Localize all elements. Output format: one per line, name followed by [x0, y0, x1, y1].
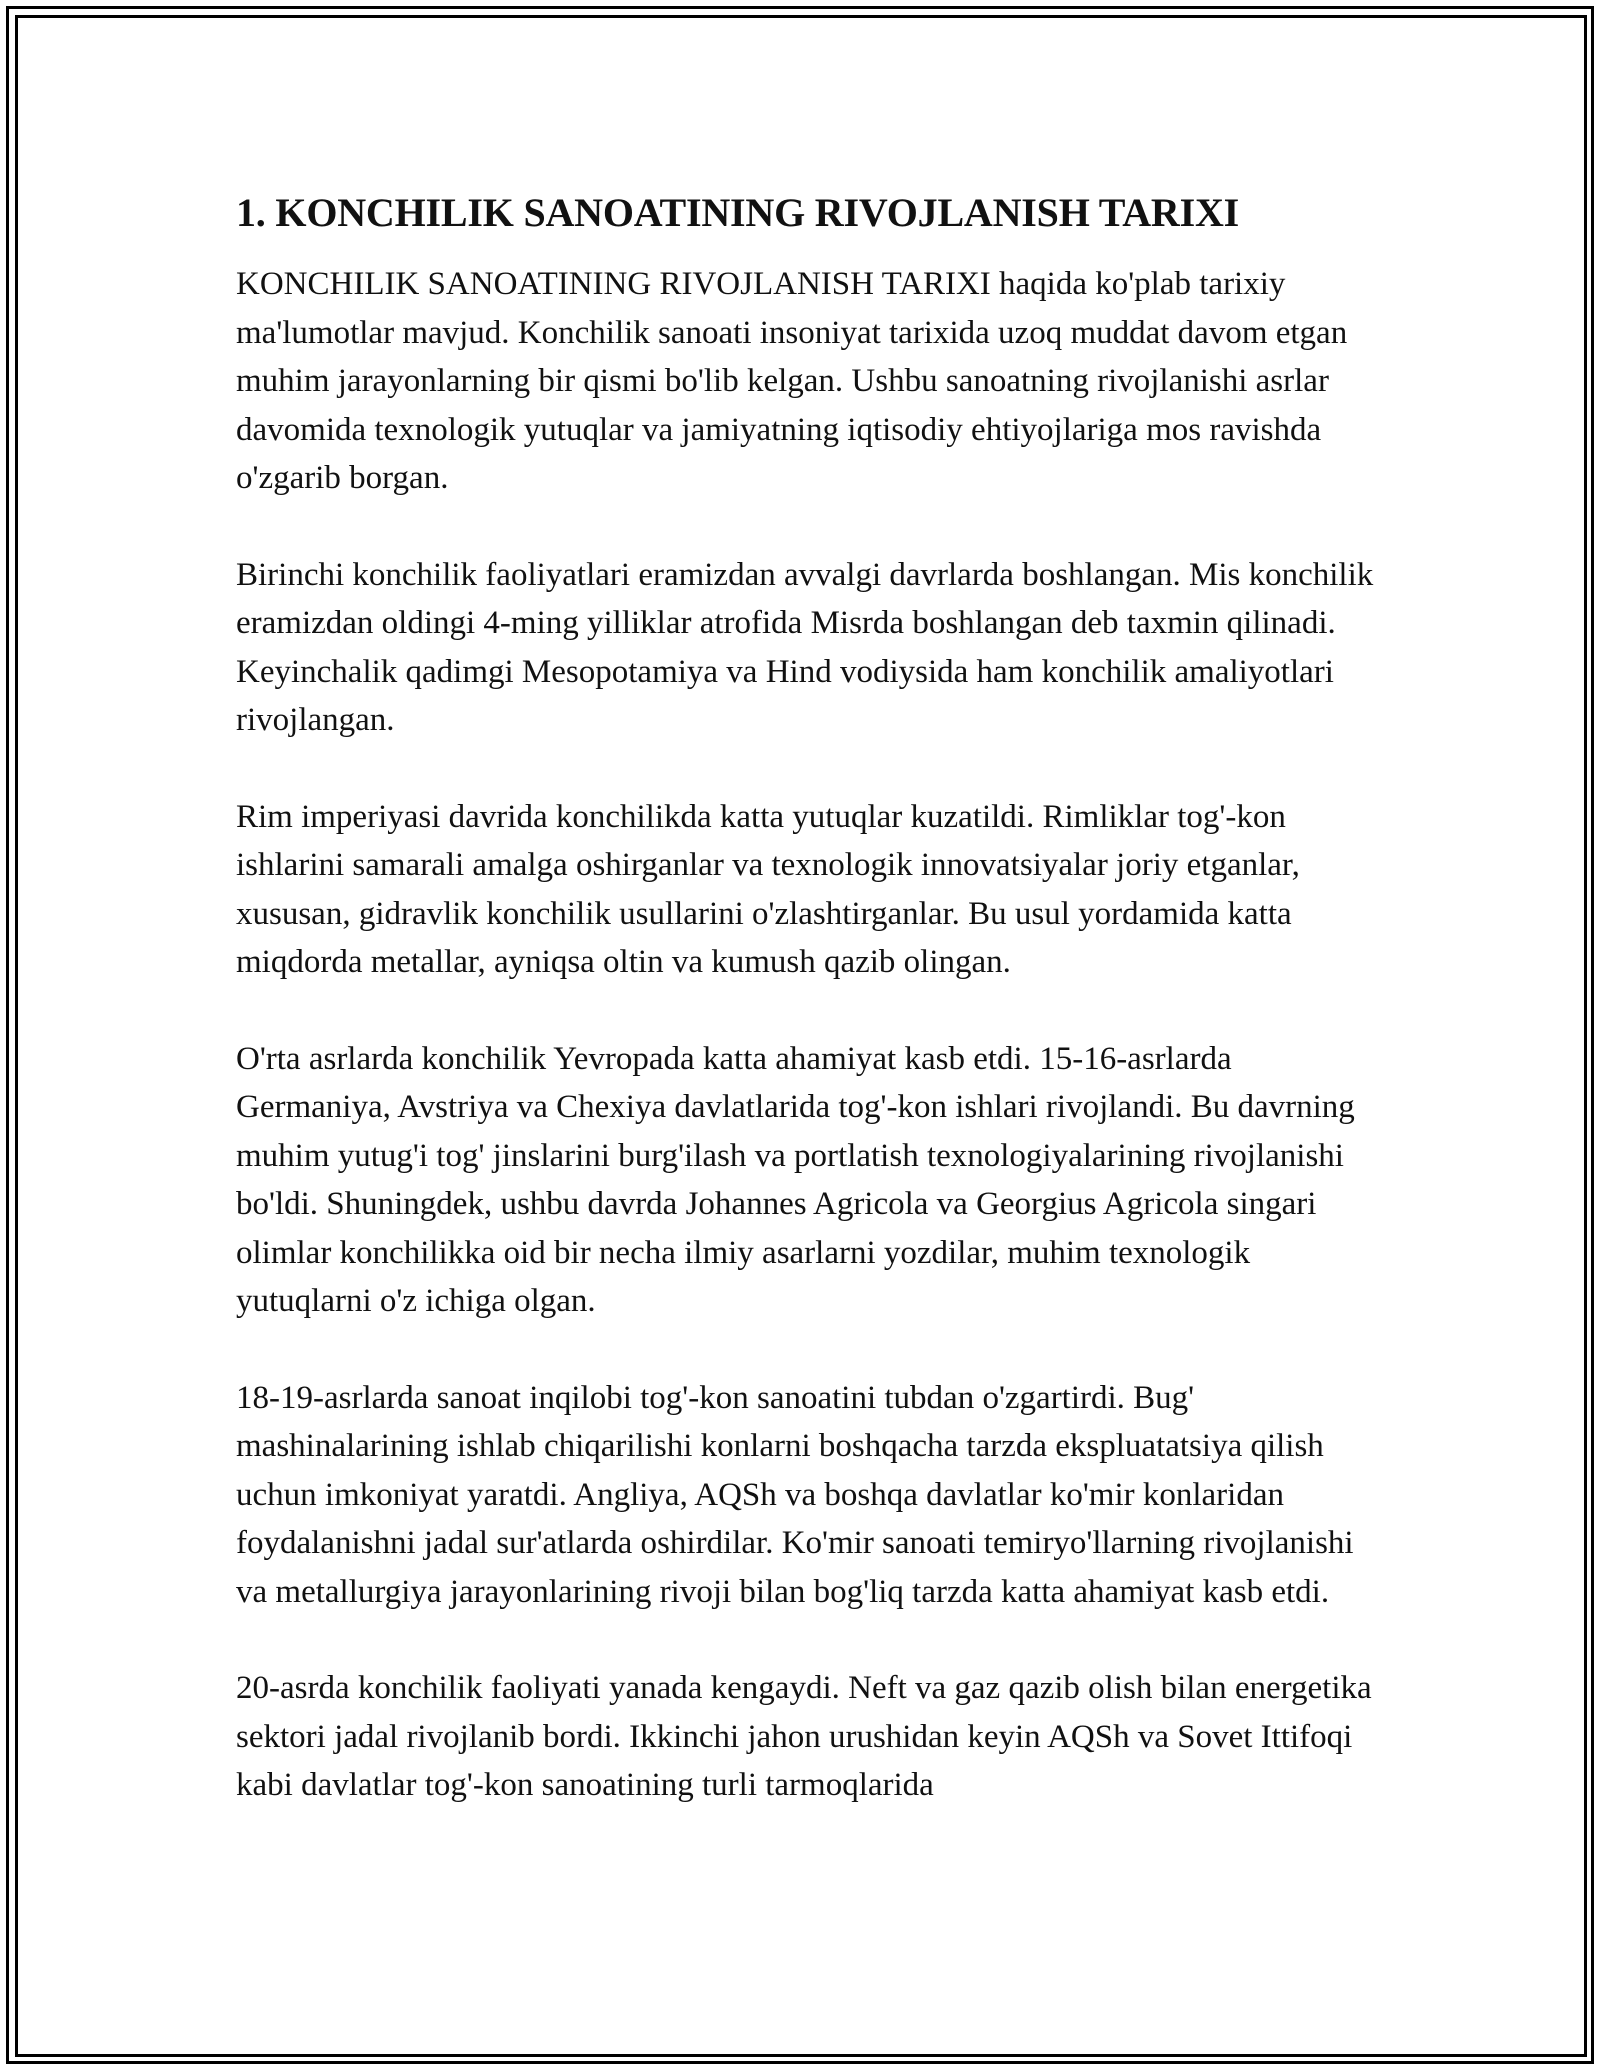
paragraph-industrial: 18-19-asrlarda sanoat inqilobi tog'-kon sanoatini tubdan o'zgartirdi. Bug' mashinalarining ishlab chiqarilishi konlarni boshqacha tarzda ekspluatatsiya qilish uchun imkoniyat yaratdi. Angliya, AQSh va boshqa davlatlar ko'mir konlaridan foydalanishni jadal sur'atlarda oshirdilar. Ko'mir sanoati temiryo'llarning rivojlanishi va metallurgiya jarayonlarining rivoji bilan bog'liq tarzda katta ahamiyat kasb etdi. [236, 1379, 1354, 1610]
document-body [236, 186, 1386, 1858]
paragraph-roman: Rim imperiyasi davrida konchilikda katta yutuqlar kuzatildi. Rimliklar tog'-kon ishlarini samarali amalga oshirganlar va texnologik innovatsiyalar joriy etganlar, xususan, gidravlik konchilik usullarini o'zlashtirganlar. Bu usul yordamida katta miqdorda metallar, ayniqsa oltin va kumush qazib olingan. [236, 798, 1300, 980]
paragraph-intro: KONCHILIK SANOATINING RIVOJLANISH TARIXI haqida ko'plab tarixiy ma'lumotlar mavjud. Konchilik sanoati insoniyat tarixida uzoq muddat davom etgan muhim jarayonlarning bir qismi bo'lib kelgan. Ushbu sanoatning rivojlanishi asrlar davomida texnologik yutuqlar va jamiyatning iqtisodiy ehtiyojlariga mos ravishda o'zgarib borgan. [236, 266, 1348, 496]
paragraph-ancient: Birinchi konchilik faoliyatlari eramizdan avvalgi davrlarda boshlangan. Mis konchilik eramizdan oldingi 4-ming yilliklar atrofida Misrda boshlangan deb taxmin qilinadi. Keyinchalik qadimgi Mesopotamiya va Hind vodiysida ham konchilik amaliyotlari rivojlangan. [236, 556, 1374, 738]
paragraph-medieval: O'rta asrlarda konchilik Yevropada katta ahamiyat kasb etdi. 15-16-asrlarda Germaniya, Avstriya va Chexiya davlatlarida tog'-kon ishlari rivojlandi. Bu davrning muhim yutug'i tog' jinslarini burg'ilash va portlatish texnologiyalarining rivojlanishi bo'ldi. Shuningdek, ushbu davrda Johannes Agricola va Georgius Agricola singari olimlar konchilikka oid bir necha ilmiy asarlarni yozdilar, muhim texnologik yutuqlarni o'z ichiga olgan. [236, 1040, 1355, 1319]
paragraph-modern: 20-asrda konchilik faoliyati yanada kengaydi. Neft va gaz qazib olish bilan energetika sektori jadal rivojlanib bordi. Ikkinchi jahon urushidan keyin AQSh va Sovet Ittifoqi kabi davlatlar tog'-kon sanoatining turli tarmoqlarida [236, 1670, 1372, 1803]
document-heading: 1. KONCHILIK SANOATINING RIVOJLANISH TARIXI [236, 190, 1240, 235]
